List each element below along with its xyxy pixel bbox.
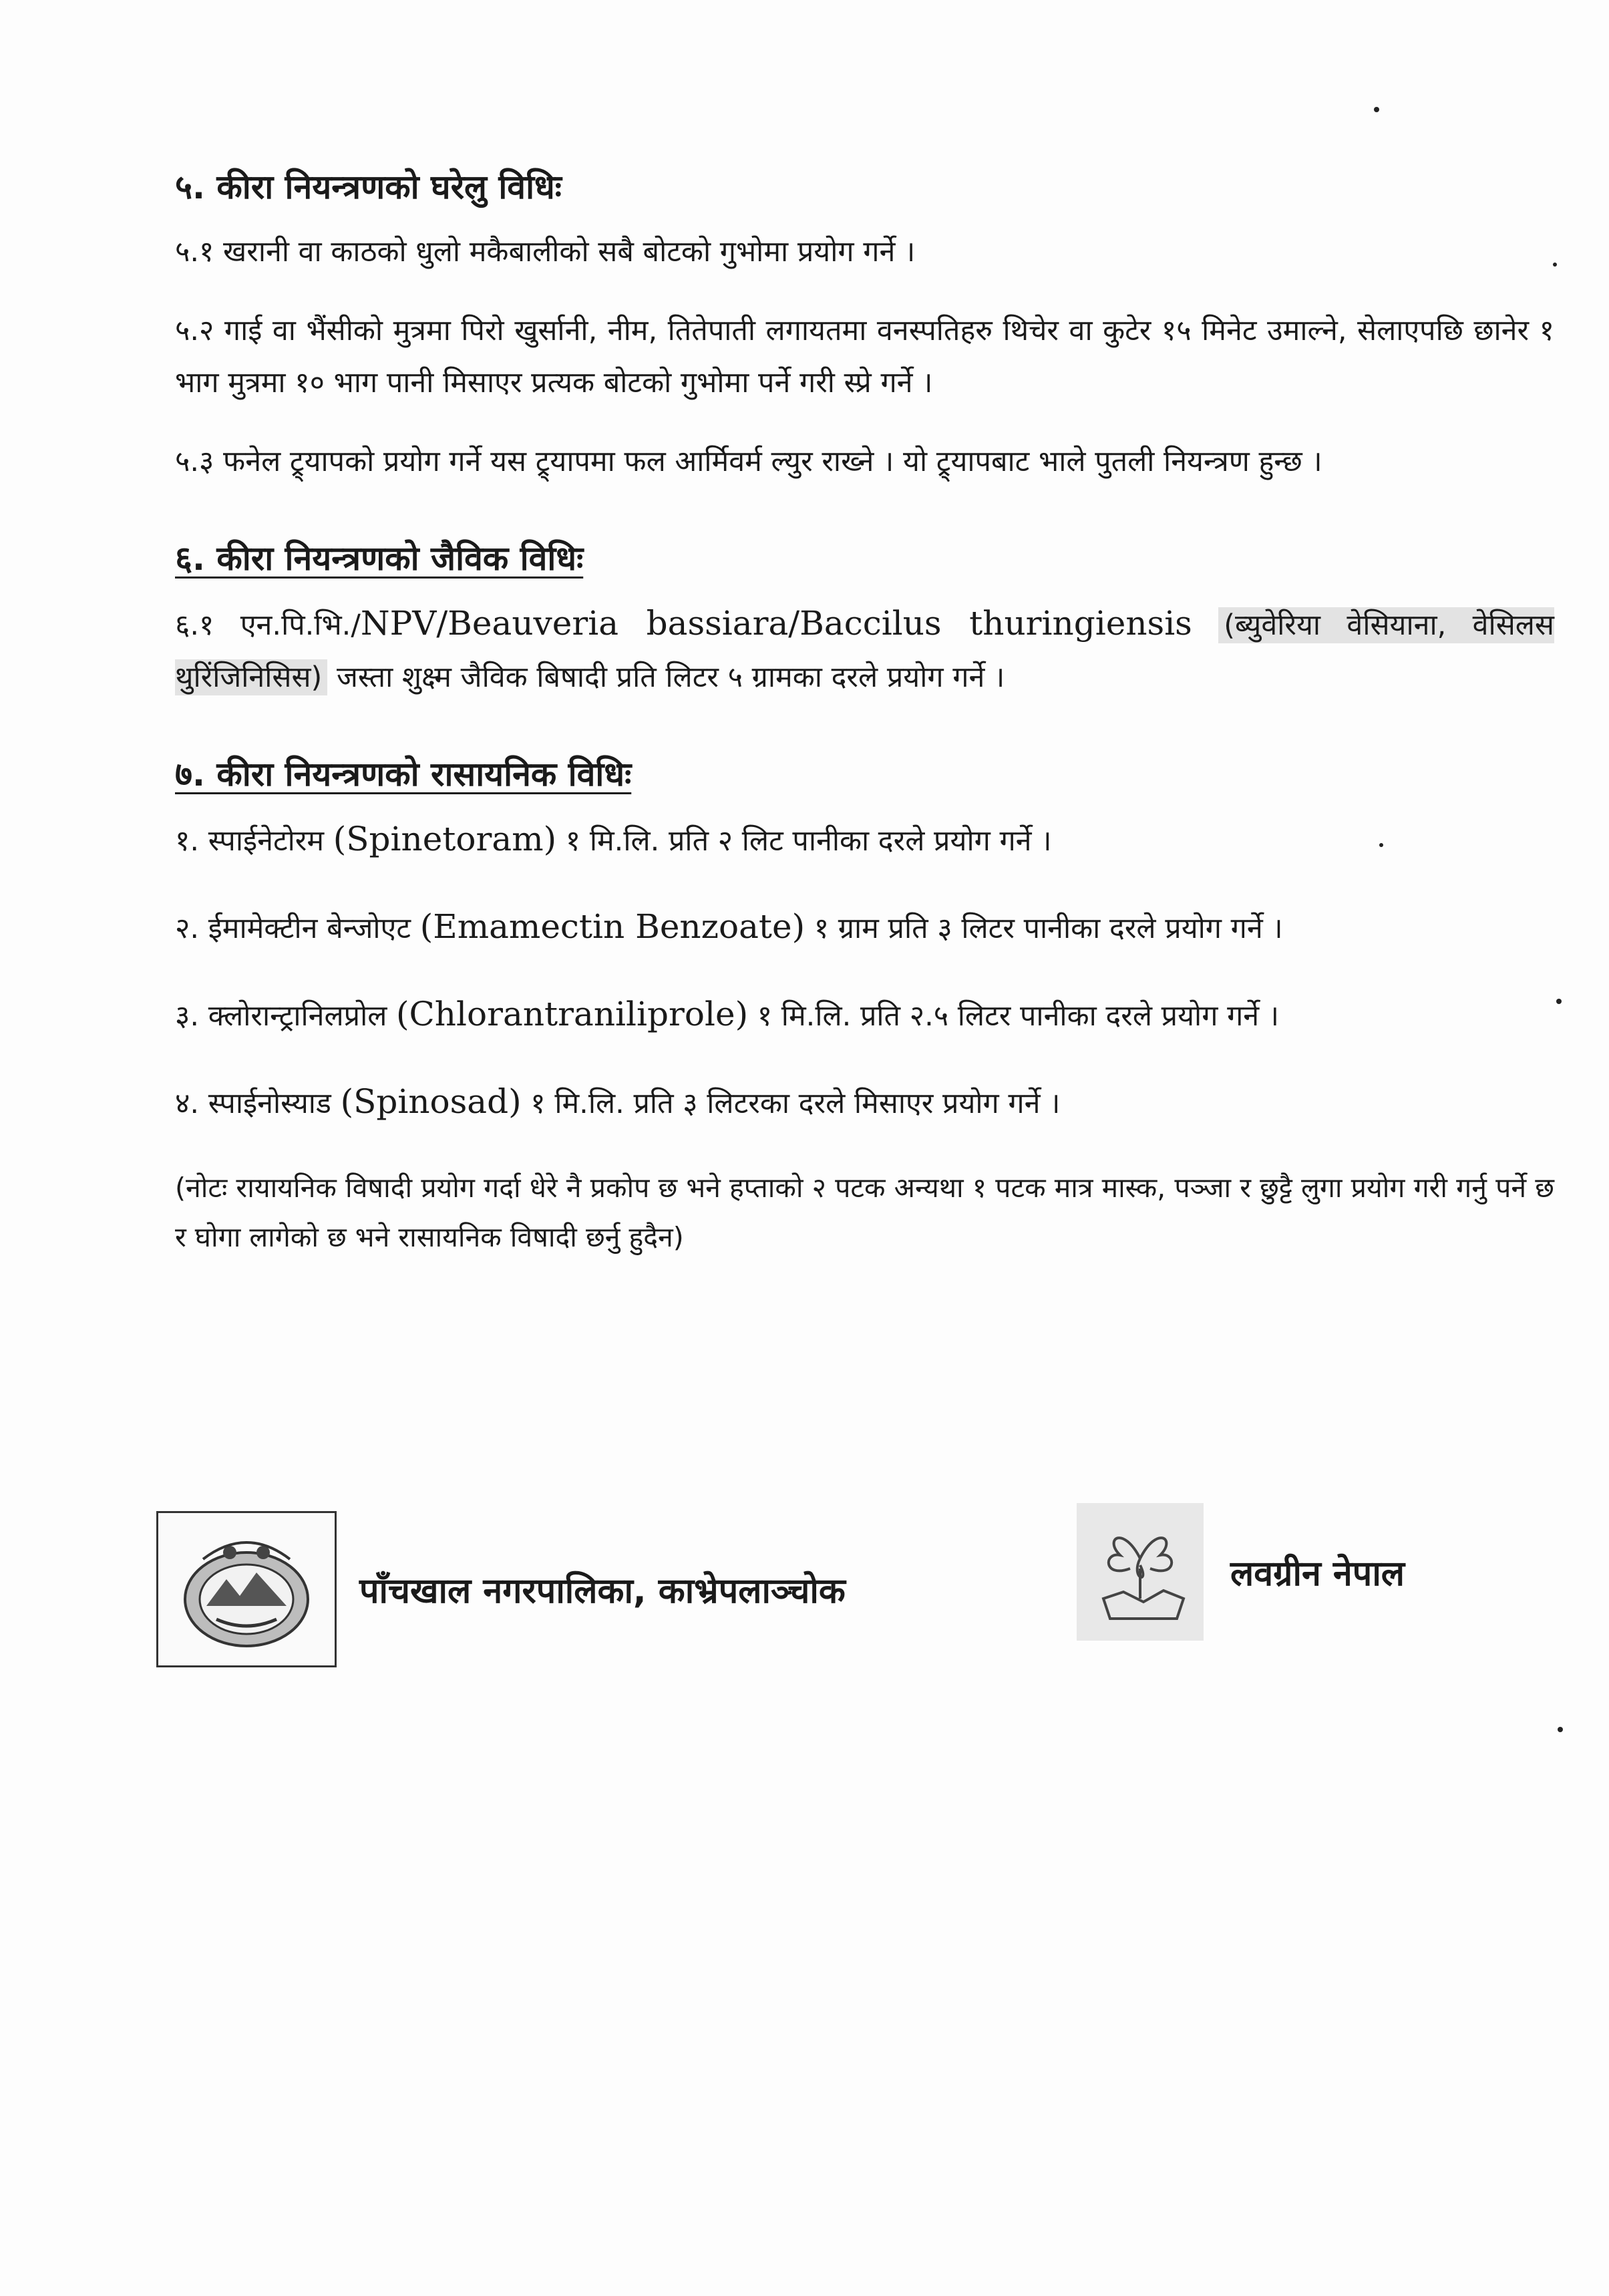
municipality-name: पाँचखाल नगरपालिका, काभ्रेपलाञ्चोक bbox=[359, 1571, 846, 1611]
list-item bbox=[175, 900, 1554, 955]
footer-municipality bbox=[156, 1511, 846, 1667]
item-chemical-name: (Emamectin Benzoate) bbox=[419, 907, 806, 946]
section-6-1-highlight: (ब्युवेरिया वेसियाना, वेसिलस थुरिंजिनिसिस) bbox=[175, 609, 1554, 694]
section-5-3-paragraph: ५.३ फनेल ट्र्यापको प्रयोग गर्ने यस ट्र्यापमा फल आर्मिवर्म ल्युर राख्ने । यो ट्र्यापबाट भाले पुतली नियन्त्रण हुन्छ । bbox=[175, 445, 1322, 478]
item-suffix: १ मि.लि. प्रति २ लिट पानीका दरले प्रयोग गर्ने । bbox=[556, 824, 1052, 858]
section-5-1-paragraph: ५.१ खरानी वा काठको धुलो मकैबालीको सबै बोटको गुभोमा प्रयोग गर्ने । bbox=[175, 235, 916, 269]
item-prefix: १. स्पाईनेटोरम bbox=[175, 824, 333, 858]
list-item bbox=[175, 988, 1554, 1042]
section-7-heading: ७. कीरा नियन्त्रणको रासायनिक विधिः bbox=[175, 755, 632, 794]
section-5-2-paragraph: ५.२ गाई वा भैंसीको मुत्रमा पिरो खुर्सानी, नीम, तितेपाती लगायतमा वनस्पतिहरु थिचेर वा कुटेर १५ मिनेट उमाल्ने, सेलाएपछि छानेर १ भाग मुत्रमा १० भाग पानी मिसाएर प्रत्यक बोटको गुभोमा पर्ने गरी स्प्रे गर्ने । bbox=[175, 314, 1554, 399]
item-prefix: ३. क्लोरान्ट्रानिलप्रोल bbox=[175, 999, 397, 1033]
list-item bbox=[175, 1076, 1554, 1130]
item-chemical-name: (Spinetoram) bbox=[333, 820, 557, 858]
section-6-1-prefix: ६.१ एन.पि.भि./ bbox=[175, 609, 361, 642]
list-item bbox=[175, 813, 1554, 867]
scan-speck bbox=[1374, 107, 1379, 112]
footer-partner bbox=[1077, 1503, 1405, 1641]
item-suffix: १ ग्राम प्रति ३ लिटर पानीका दरले प्रयोग गर्ने । bbox=[805, 912, 1283, 945]
section-5-heading: ५. कीरा नियन्त्रणको घरेलु विधिः bbox=[175, 168, 562, 206]
section-6-1-suffix: जस्ता शुक्ष्म जैविक बिषादी प्रति लिटर ५ ग्रामका दरले प्रयोग गर्ने । bbox=[327, 661, 1005, 694]
item-suffix: १ मि.लि. प्रति २.५ लिटर पानीका दरले प्रयोग गर्ने । bbox=[748, 999, 1280, 1033]
section-6-heading: ६. कीरा नियन्त्रणको जैविक विधिः bbox=[175, 539, 584, 578]
item-suffix: १ मि.लि. प्रति ३ लिटरका दरले मिसाएर प्रयोग गर्ने । bbox=[521, 1087, 1061, 1120]
scan-speck bbox=[1558, 1727, 1563, 1732]
section-6-1-paragraph bbox=[175, 597, 1554, 703]
clover-logo-icon bbox=[1077, 1503, 1204, 1641]
partner-name: लवग्रीन नेपाल bbox=[1230, 1553, 1405, 1594]
item-prefix: ४. स्पाईनोस्याड bbox=[175, 1087, 341, 1120]
chemical-usage-note: (नोटः रायायनिक विषादी प्रयोग गर्दा धेरे नै प्रकोप छ भने हप्ताको २ पटक अन्यथा १ पटक मात्र मास्क, पञ्जा र छुट्टै लुगा प्रयोग गरी गर्नु पर्ने छ र घोगा लागेको छ भने रासायनिक विषादी छर्नु हुदैन) bbox=[175, 1172, 1554, 1253]
item-chemical-name: (Chlorantraniliprole) bbox=[396, 995, 749, 1033]
item-prefix: २. ईमामेक्टीन बेन्जोएट bbox=[175, 912, 420, 945]
document-body bbox=[175, 160, 1554, 1262]
scan-speck bbox=[1556, 999, 1562, 1004]
item-chemical-name: (Spinosad) bbox=[340, 1082, 522, 1121]
nepal-government-emblem-icon bbox=[156, 1511, 337, 1667]
section-6-1-latin-names: NPV/Beauveria bassiara/Baccilus thuringiensis bbox=[360, 604, 1192, 643]
